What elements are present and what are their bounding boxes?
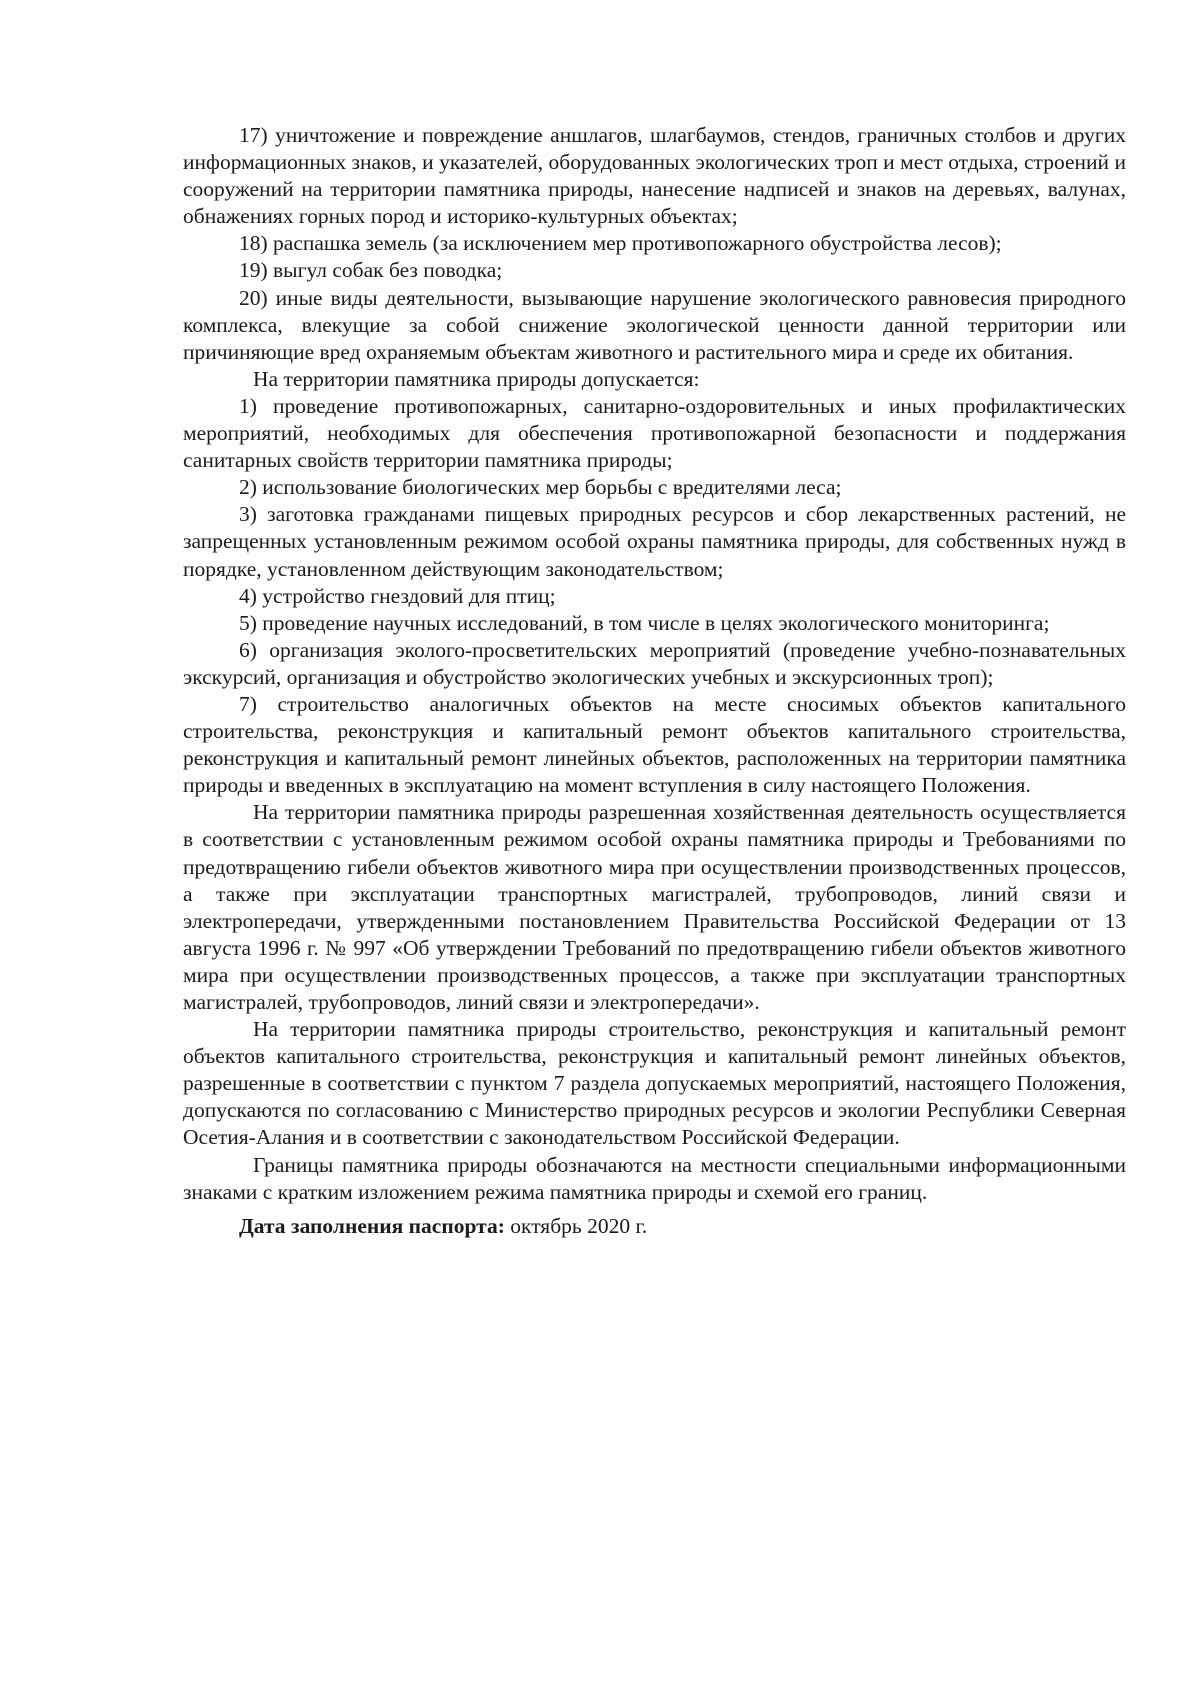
paragraph-permitted-2: 2) использование биологических мер борьбы с вредителями леса;	[239, 475, 842, 500]
paragraph-boundaries: Границы памятника природы обозначаются на местности специальными информационными знаками с кратким изложением режима памятника природы и схемой его границ.	[183, 1152, 1126, 1204]
paragraph-permitted-4: 4) устройство гнездовий для птиц;	[239, 583, 556, 608]
paragraph-permitted-1: 1) проведение противопожарных, санитарно-оздоровительных и иных профилактических мероприятий, необходимых для обеспечения противопожарной безопасности и поддержания санитарных свойств территории памятника природы;	[183, 393, 1126, 473]
document-body	[183, 122, 1126, 1240]
paragraph-item-20: 20) иные виды деятельности, вызывающие нарушение экологического равновесия природного комплекса, влекущие за собой снижение экологической ценности данной территории или причиняющие вред охраняемым объектам животного и растительного мира и среде их обитания.	[183, 285, 1126, 364]
paragraph-permitted-7: 7) строительство аналогичных объектов на месте сносимых объектов капитального строительства, реконструкция и капитальный ремонт объектов капитального строительства, реконструкция и капитальный ремонт линейных объектов, расположенных на территории памятника природы и введенных в эксплуатацию на момент вступления в силу настоящего Положения.	[183, 691, 1126, 798]
passport-date-line	[183, 1213, 1126, 1240]
paragraph-permitted-3: 3) заготовка гражданами пищевых природных ресурсов и сбор лекарственных растений, не запрещенных установленным режимом особой охраны памятника природы, для собственных нужд в порядке, установленном действующим законодательством;	[183, 502, 1126, 581]
paragraph-permitted-intro: На территории памятника природы допускается:	[253, 366, 700, 391]
paragraph-permitted-5: 5) проведение научных исследований, в том числе в целях экологического мониторинга;	[239, 610, 1050, 635]
paragraph-construction: На территории памятника природы строительство, реконструкция и капитальный ремонт объектов капитального строительства, реконструкция и капитальный ремонт линейных объектов, разрешенные в соответствии с пунктом 7 раздела допускаемых мероприятий, настоящего Положения, допускаются по согласованию с Министерство природных ресурсов и экологии Республики Северная Осетия-Алания и в соответствии с законодательством Российской Федерации.	[183, 1017, 1126, 1150]
passport-date-label: Дата заполнения паспорта:	[239, 1213, 505, 1238]
paragraph-item-17: 17) уничтожение и повреждение аншлагов, шлагбаумов, стендов, граничных столбов и других информационных знаков, и указателей, оборудованных экологических троп и мест отдыха, строений и сооружений на территории памятника природы, нанесение надписей и знаков на деревьях, валунах, обнажениях горных пород и историко-культурных объектах;	[183, 123, 1126, 229]
paragraph-permitted-6: 6) организация эколого-просветительских мероприятий (проведение учебно-познавательных экскурсий, организация и обустройство экологических учебных и экскурсионных троп);	[183, 637, 1126, 689]
paragraph-item-18: 18) распашка земель (за исключением мер противопожарного обустройства лесов);	[239, 231, 1002, 256]
paragraph-item-19: 19) выгул собак без поводка;	[239, 258, 503, 283]
passport-date-value: октябрь 2020 г.	[504, 1213, 648, 1238]
paragraph-economic-activity: На территории памятника природы разрешенная хозяйственная деятельность осуществляется в соответствии с установленным режимом особой охраны памятника природы и Требованиями по предотвращению гибели объектов животного мира при осуществлении производственных процессов, а также при эксплуатации транспортных магистралей, трубопроводов, линий связи и электропередачи, утвержденными постановлением Правительства Российской Федерации от 13 августа 1996 г. № 997 «Об утверждении Требований по предотвращению гибели объектов животного мира при осуществлении производственных процессов, а также при эксплуатации транспортных магистралей, трубопроводов, линий связи и электропередачи».	[183, 800, 1126, 1014]
